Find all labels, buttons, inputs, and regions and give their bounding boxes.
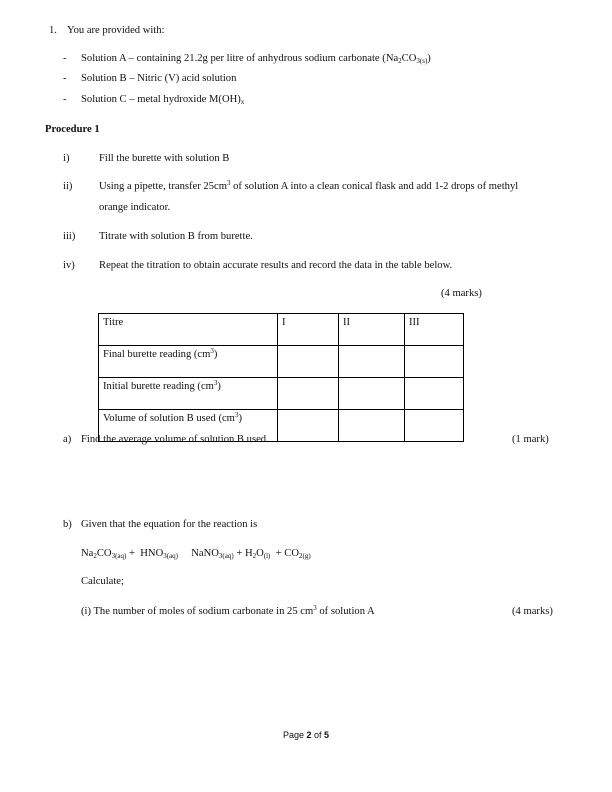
part-a-marks: (1 mark) — [512, 434, 549, 445]
step-text: Repeat the titration to obtain accurate results and record the data in the table below. — [99, 260, 453, 271]
step-text: Using a pipette, transfer $25cm^3$ of solution A into a clean conical flask and add 1-2 drops of methyl — [99, 179, 519, 192]
cell[interactable] — [405, 346, 464, 378]
page-footer: Page 2 of 5 — [282, 730, 330, 740]
cell[interactable] — [405, 410, 464, 442]
bullet-dash: - — [63, 53, 67, 64]
marks: (4 marks) — [441, 288, 482, 299]
step-number: iii) — [63, 231, 76, 242]
row-label: Initial burette reading $(cm^3)$ — [99, 378, 278, 410]
equation-subscript: (l) — [263, 552, 271, 560]
titration-table — [98, 313, 464, 442]
bullet-dash: - — [63, 94, 67, 105]
row-label: Final burette reading $(cm^3)$ — [99, 346, 278, 378]
equation-subscript: 2 — [93, 552, 97, 560]
cell[interactable] — [339, 410, 405, 442]
equation-part: CO — [96, 548, 112, 559]
question-intro: You are provided with: — [67, 25, 165, 36]
bullet-dash: - — [63, 73, 67, 84]
table-row — [99, 346, 464, 378]
equation-subscript: 2 — [252, 552, 257, 560]
step-text-continued: orange indicator. — [99, 202, 171, 213]
step-text: Fill the burette with solution B — [99, 153, 230, 164]
table-row — [99, 378, 464, 410]
part-b-label: b) — [63, 519, 72, 530]
equation-part: + CO — [270, 548, 300, 559]
equation-part: O — [256, 548, 264, 559]
equation-subscript: 3(aq) — [218, 552, 234, 560]
equation-part: Na — [81, 548, 94, 559]
equation-part: + H — [233, 548, 253, 559]
step-number: ii) — [63, 181, 73, 192]
step-number: iv) — [63, 260, 75, 271]
equation-subscript: 3(aq) — [163, 552, 179, 560]
equation-subscript: 2(g) — [299, 552, 311, 560]
bullet-solution-c: Solution C – metal hydroxide $M(OH)_x$ — [81, 94, 245, 106]
cell[interactable] — [339, 378, 405, 410]
cell[interactable] — [278, 410, 339, 442]
header-titre: Titre — [99, 314, 278, 346]
header-i: I — [278, 314, 339, 346]
part-b-text: Given that the equation for the reaction is — [81, 519, 258, 530]
equation-subscript: 3(aq) — [111, 552, 127, 560]
header-ii: II — [339, 314, 405, 346]
header-iii: III — [405, 314, 464, 346]
cell[interactable] — [339, 346, 405, 378]
part-a-label: a) — [63, 434, 72, 445]
question-number: 1. — [49, 25, 57, 36]
equation-part: + HNO — [126, 548, 164, 559]
table-header-row — [99, 314, 464, 346]
cell[interactable] — [278, 378, 339, 410]
procedure-title: Procedure 1 — [45, 124, 100, 135]
cell[interactable] — [405, 378, 464, 410]
cell[interactable] — [278, 346, 339, 378]
part-a-text: Find the average volume of solution B used. — [81, 434, 269, 445]
bullet-solution-a: Solution A – containing 21.2g per litre of anhydrous sodium carbonate $(Na_2CO_{3(s)})$ — [81, 53, 431, 65]
row-label: Volume of solution B used $(cm^3)$ — [99, 410, 278, 442]
equation-part: NaNO — [178, 548, 219, 559]
part-b-i-marks: (4 marks) — [512, 606, 553, 617]
step-number: i) — [63, 153, 70, 164]
bullet-solution-b: Solution B – Nitric (V) acid solution — [81, 73, 237, 84]
reaction-equation — [81, 547, 311, 560]
calculate-label: Calculate; — [81, 576, 124, 587]
step-text: Titrate with solution B from burette. — [99, 231, 253, 242]
part-b-i-text: (i) The number of moles of sodium carbonate in 25 $cm^3$ of solution A — [81, 604, 375, 617]
